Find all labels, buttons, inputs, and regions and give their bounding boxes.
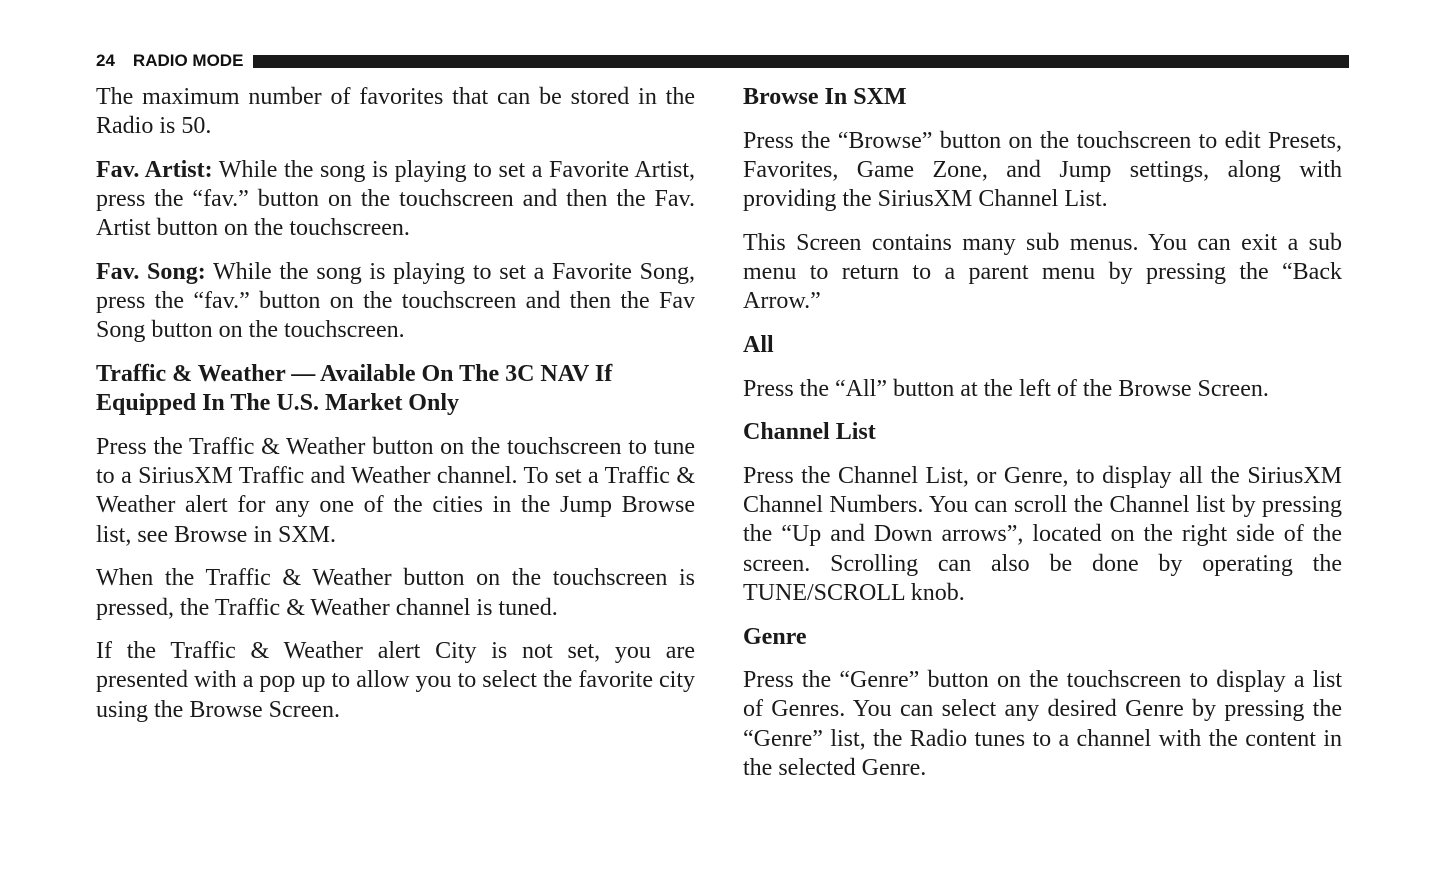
paragraph-traffic-2: When the Traffic & Weather button on the touchscreen is pressed, the Traffic & Weather channel is tuned. [96, 565, 695, 621]
header-rule [253, 55, 1349, 68]
fav-song-text: While the song is playing to set a Favorite Song, press the “fav.” button on the touchscreen and then the Fav Song button on the touchscreen. [96, 259, 695, 344]
section-title: RADIO MODE [132, 51, 244, 70]
fav-song-label: Fav. Song: [96, 259, 206, 286]
left-column [96, 83, 695, 739]
page-number: 24 [96, 51, 115, 70]
paragraph-fav-artist [96, 156, 695, 244]
paragraph-traffic-3: If the Traffic & Weather alert City is not set, you are presented with a pop up to allow you to select the favorite city using the Browse Screen. [96, 638, 695, 723]
fav-artist-text: While the song is playing to set a Favorite Artist, press the “fav.” button on the touchscreen and then the Fav. Artist button on the touchscreen. [96, 156, 695, 242]
paragraph-genre: Press the “Genre” button on the touchscreen to display a list of Genres. You can select any desired Genre by pressing the “Genre” list, the Radio tunes to a channel with the content in the selected Genre. [743, 667, 1342, 781]
paragraph-browse-1: Press the “Browse” button on the touchscreen to edit Presets, Favorites, Game Zone, and Jump settings, along with providing the SiriusXM Channel List. [743, 127, 1342, 213]
paragraph-traffic-1: Press the Traffic & Weather button on the touchscreen to tune to a SiriusXM Traffic and Weather channel. To set a Traffic & Weather alert for any one of the cities in the Jump Browse list, see Browse in SXM. [96, 434, 695, 548]
fav-artist-label: Fav. Artist: [96, 156, 213, 183]
paragraph-max-favorites: The maximum number of favorites that can be stored in the Radio is 50. [96, 84, 695, 140]
all-heading: All [743, 331, 774, 358]
page-header [96, 50, 1349, 72]
browse-heading: Browse In SXM [743, 84, 907, 110]
right-column [743, 83, 1342, 798]
channel-list-heading: Channel List [743, 419, 876, 446]
paragraph-fav-song [96, 258, 695, 346]
paragraph-channel-list: Press the Channel List, or Genre, to display all the SiriusXM Channel Numbers. You can scroll the Channel list by pressing the “Up and Down arrows”, located on the right side of the screen. Scrolling can also be done by operating the TUNE/SCROLL knob. [743, 463, 1342, 606]
traffic-weather-heading: Traffic & Weather — Available On The 3C NAV If Equipped In The U.S. Market Only [96, 361, 613, 417]
paragraph-browse-2: This Screen contains many sub menus. You can exit a sub menu to return to a parent menu by pressing the “Back Arrow.” [743, 229, 1342, 315]
paragraph-all: Press the “All” button at the left of the Browse Screen. [743, 375, 1269, 402]
genre-heading: Genre [743, 623, 807, 650]
